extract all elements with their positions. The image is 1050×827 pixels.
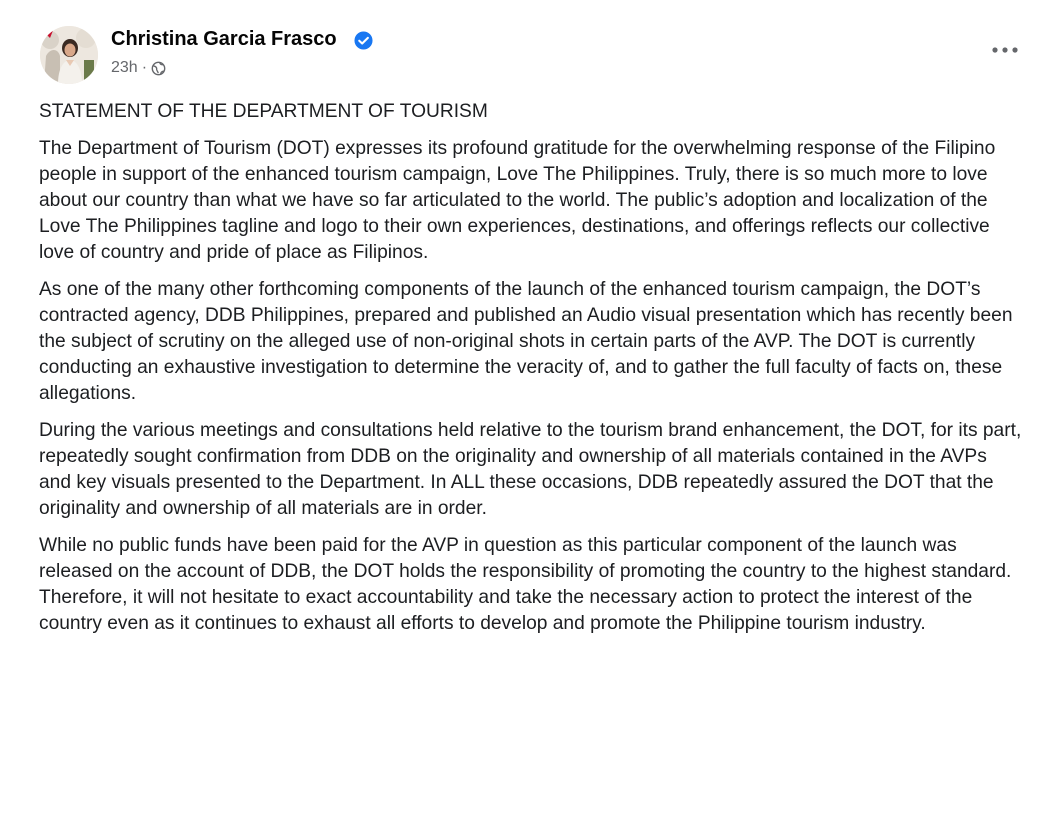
- avatar-photo: [40, 26, 98, 84]
- statement-heading: STATEMENT OF THE DEPARTMENT OF TOURISM: [39, 101, 488, 122]
- post-body: [39, 99, 1024, 648]
- post-header: [40, 26, 1020, 84]
- post-paragraph: While no public funds have been paid for the AVP in question as this particular component of the launch was released on the account of DDB, the DOT holds the responsibility of promoting the country to the highest standard. Therefore, it will not hesitate to exact accountability and take the necessary action to protect the interest of the country even as it continues to exhaust all efforts to develop and promote the Philippine tourism industry.: [39, 535, 1012, 634]
- post-paragraph: As one of the many other forthcoming components of the launch of the enhanced tourism campaign, the DOT’s contracted agency, DDB Philippines, prepared and published an Audio visual presentation which has recently been the subject of scrutiny on the alleged use of non-original shots in certain parts of the AVP. The DOT is currently conducting an exhaustive investigation to determine the veracity of, and to gather the full faculty of facts on, these allegations.: [39, 279, 1013, 404]
- more-options-button[interactable]: [990, 40, 1020, 60]
- post-paragraph: During the various meetings and consultations held relative to the tourism brand enhancement, the DOT, for its part, repeatedly sought confirmation from DDB on the originality and ownership of all materials contained in the AVPs and key visuals presented to the Department. In ALL these occasions, DDB repeatedly assured the DOT that the originality and ownership of all materials are in order.: [39, 420, 1022, 519]
- verified-badge-icon: [354, 31, 373, 50]
- author-avatar[interactable]: [40, 26, 98, 84]
- post-paragraph: The Department of Tourism (DOT) expresses its profound gratitude for the overwhelming response of the Filipino people in support of the enhanced tourism campaign, Love The Philippines. Truly, there is so much more to love about our country than what we have so far articulated to the world. The public’s adoption and localization of the Love The Philippines tagline and logo to their own experiences, destinations, and offerings reflects our collective love of country and pride of place as Filipinos.: [39, 138, 996, 263]
- meta-separator: ·: [141, 59, 148, 76]
- post-timestamp[interactable]: 23h: [111, 59, 138, 76]
- globe-icon[interactable]: [151, 61, 166, 76]
- post-meta: [111, 59, 166, 77]
- more-options-icon: [992, 47, 1018, 53]
- author-name[interactable]: Christina Garcia Frasco: [111, 28, 337, 50]
